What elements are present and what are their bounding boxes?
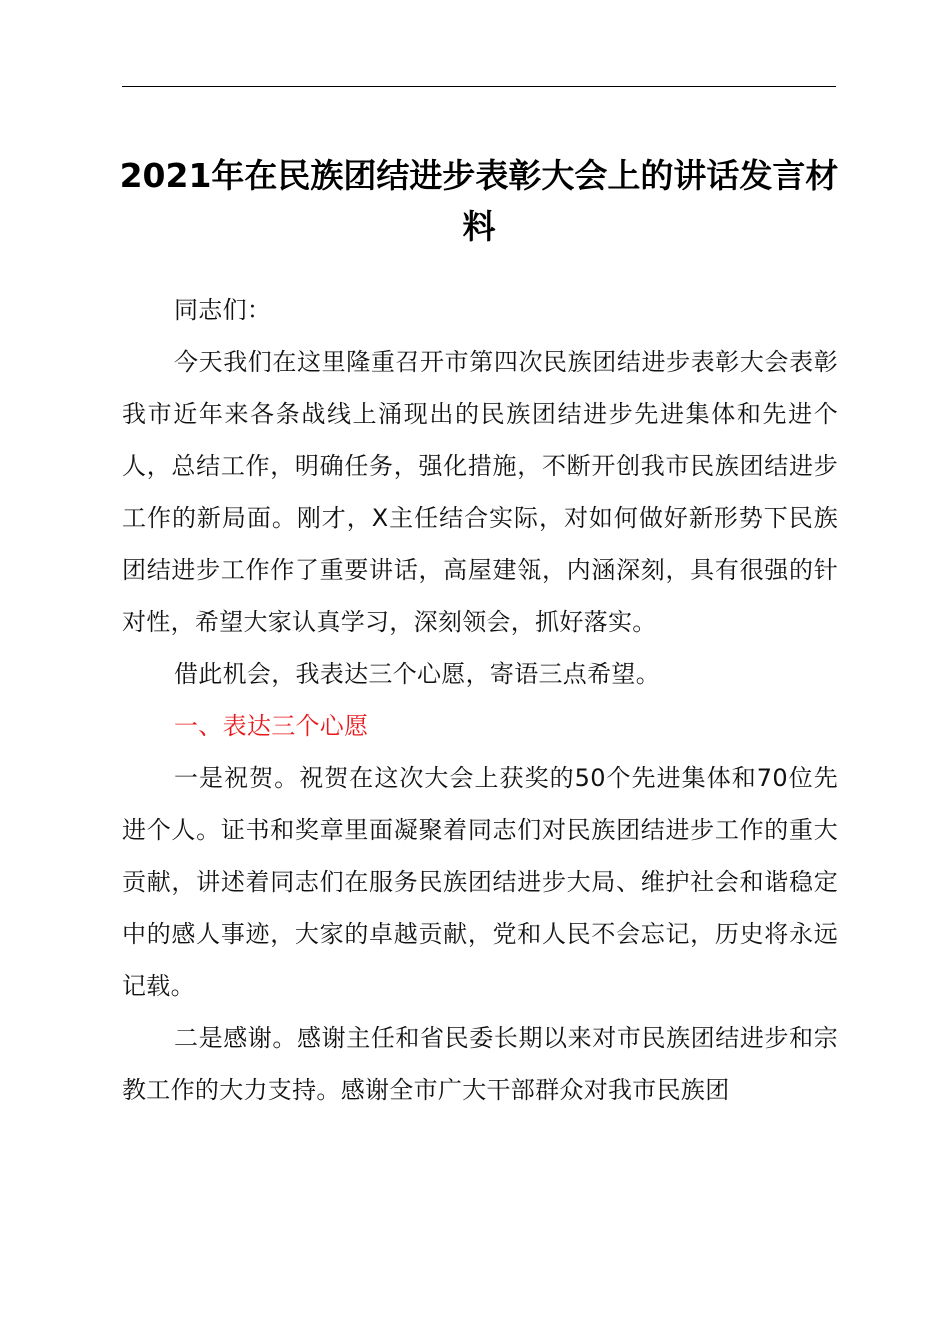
document-body [122,284,838,1116]
paragraph-gratitude: 二是感谢。感谢主任和省民委长期以来对市民族团结进步和宗教工作的大力支持。感谢全市广大干部群众对我市民族团 [122,1024,838,1104]
paragraph-opening: 今天我们在这里隆重召开市第四次民族团结进步表彰大会表彰我市近年来各条战线上涌现出的民族团结进步先进集体和先进个人，总结工作，明确任务，强化措施，不断开创我市民族团结进步工作的新局面。刚才，X主任结合实际，对如何做好新形势下民族团结进步工作作了重要讲话，高屋建瓴，内涵深刻，具有很强的针对性，希望大家认真学习，深刻领会，抓好落实。 [122,348,838,636]
document-title: 2021年在民族团结进步表彰大会上的讲话发言材料 [119,156,839,246]
header-rule [122,86,836,87]
paragraph-congratulation: 一是祝贺。祝贺在这次大会上获奖的50个先进集体和70位先进个人。证书和奖章里面凝聚着同志们对民族团结进步工作的重大贡献，讲述着同志们在服务民族团结进步大局、维护社会和谐稳定中的感人事迹，大家的卓越贡献，党和人民不会忘记，历史将永远记载。 [122,764,838,1000]
salutation: 同志们： [174,296,272,324]
section-heading: 一、表达三个心愿 [174,712,369,740]
paragraph-transition: 借此机会，我表达三个心愿，寄语三点希望。 [174,660,660,688]
